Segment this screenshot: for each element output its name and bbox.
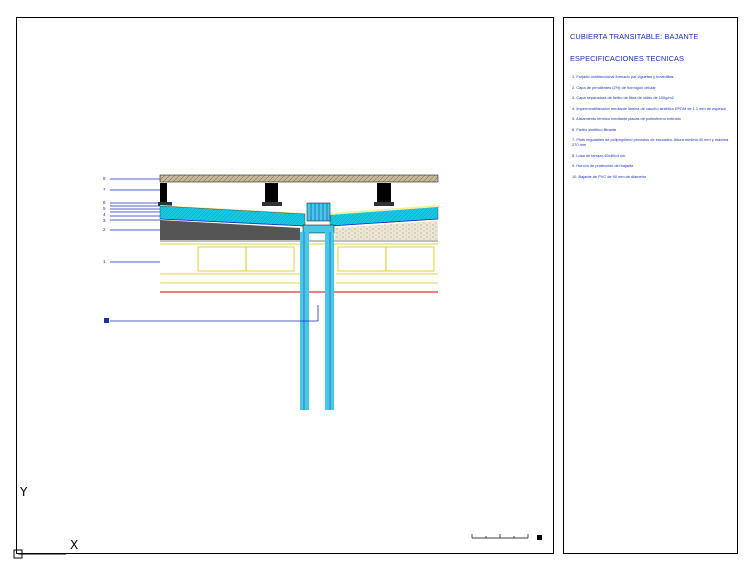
callout-6: 6 [103, 200, 106, 205]
spec-item-1: 1. Forjado unidireccional formado por viguetas y bovedillas [572, 74, 674, 79]
terrazzo-tiles [160, 175, 438, 182]
callout-marker [104, 318, 109, 323]
spec-item-3: 3. Capa separadora de fieltro de fibra de vidrio de 100g/m2 [572, 95, 674, 100]
spec-item-4: 4. Impermeabilización mediante lámina de caucho sintético EPDM de 1.1 mm de espesor [572, 105, 726, 111]
spec-item-8: 8. Losa de terrazo 60x60x4 cm [572, 152, 626, 158]
callout-3: 3 [103, 218, 106, 223]
pedestals [158, 183, 394, 206]
callout-1: 1 [103, 259, 106, 264]
spec-item-7: 7. Plots regulables de polipropileno provistos de escuadra. Altura mínima 40 mm y máxima 270 mm [572, 137, 729, 147]
callout-2: 2 [103, 227, 106, 232]
callout-4: 4 [103, 212, 106, 217]
callout-8: 8 [103, 176, 106, 181]
specifications-heading: ESPECIFICACIONES TECNICAS [570, 54, 685, 63]
drawing-title: CUBIERTA TRANSITABLE: BAJANTE [570, 32, 699, 41]
spec-item-9: 9. Horcón de protección del bajante [572, 163, 634, 168]
structural-slab [160, 241, 438, 292]
callout-5: 5 [103, 206, 106, 211]
callout-leaders [110, 179, 318, 321]
callout-7: 7 [103, 187, 106, 192]
scale-bar-marker [537, 535, 542, 540]
ucs-y-label: Y [20, 485, 28, 499]
drain-guard [303, 203, 334, 233]
spec-item-5: 5. Aislamiento térmico mediante placas de poliestireno extruido [572, 116, 681, 121]
ucs-x-label: X [70, 538, 79, 552]
spec-item-2: 2. Capa de pendientes (2%) de hormigón celular [572, 84, 656, 90]
ucs-icon [14, 550, 66, 558]
scale-bar [472, 534, 528, 538]
spec-item-6: 6. Fieltro sintético filtrante [572, 126, 617, 132]
spec-item-10: 10. Bajante de PVC de 90 mm de diámetro [572, 173, 647, 179]
